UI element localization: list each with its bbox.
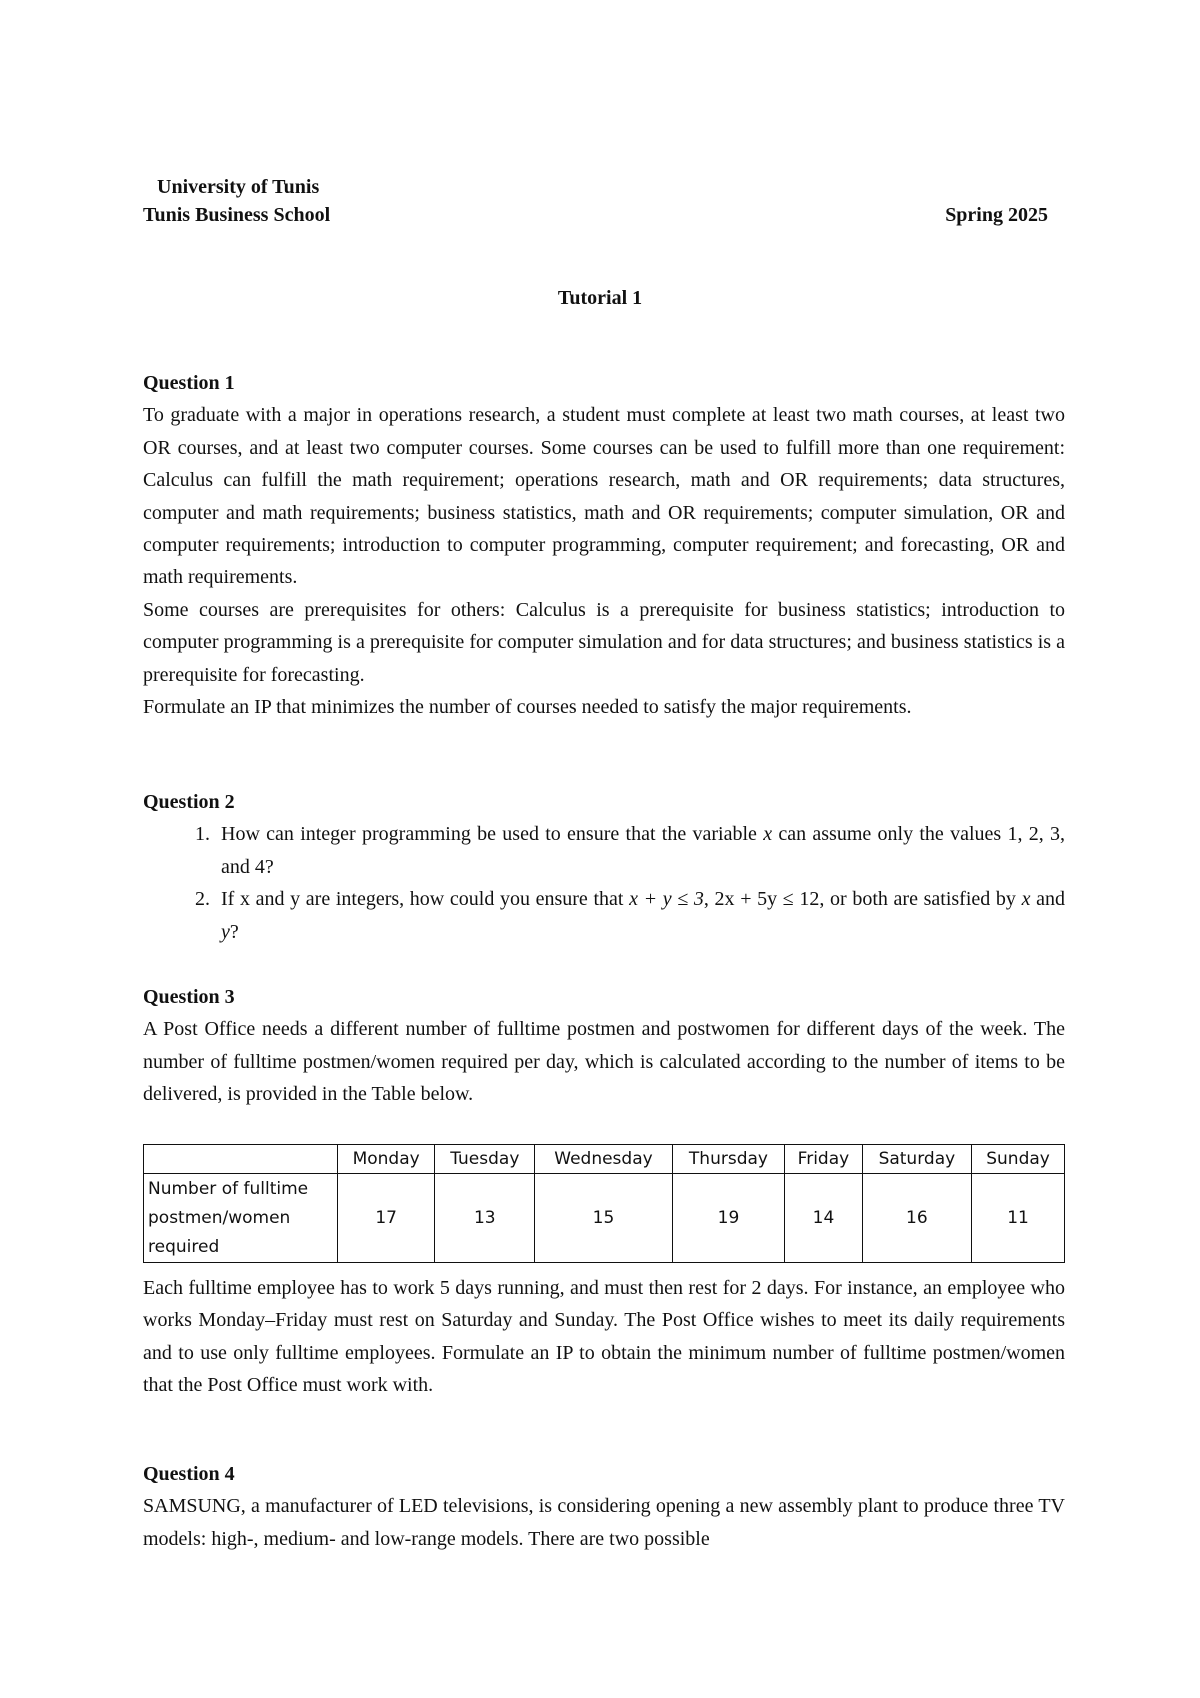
table-cell: 13 — [435, 1174, 535, 1263]
list-item: 1. How can integer programming be used to ensure that the variable x can assume only the values 1, 2, 3, and 4? — [215, 818, 1065, 883]
table-row-label: Number of fulltime postmen/women required — [144, 1174, 338, 1263]
question-2-title: Question 2 — [143, 791, 235, 813]
table-header-cell: Thursday — [672, 1145, 785, 1174]
table-cell: 14 — [785, 1174, 862, 1263]
question-3-paragraph: A Post Office needs a different number of fulltime postmen and postwomen for different days of the week. The number of fulltime postmen/women required per day, which is calculated according to the number of items to be delivered, is provided in the Table below. — [143, 1018, 1065, 1106]
table-corner-cell — [144, 1145, 338, 1174]
question-2 — [143, 786, 1065, 948]
table-header-row — [144, 1145, 1065, 1174]
table-cell: 19 — [672, 1174, 785, 1263]
question-1-title: Question 1 — [143, 372, 235, 394]
question-4 — [143, 1458, 1065, 1555]
staffing-table — [143, 1144, 1065, 1263]
document-title: Tutorial 1 — [557, 287, 643, 309]
table-header-cell: Saturday — [862, 1145, 971, 1174]
question-1-paragraph: Formulate an IP that minimizes the number of courses needed to satisfy the major requirements. — [143, 696, 912, 719]
table-header-cell: Friday — [785, 1145, 862, 1174]
table-cell: 17 — [338, 1174, 435, 1263]
table-cell: 16 — [862, 1174, 971, 1263]
table-cell: 15 — [535, 1174, 672, 1263]
table-header-cell: Monday — [338, 1145, 435, 1174]
question-3-title: Question 3 — [143, 986, 235, 1008]
school-name: Tunis Business School — [143, 204, 331, 226]
question-3-paragraph: Each fulltime employee has to work 5 days running, and must then rest for 2 days. For instance, an employee who works Monday–Friday must rest on Saturday and Sunday. The Post Office wishes to meet its daily requirements and to use only fulltime employees. Formulate an IP to obtain the minimum number of fulltime postmen/women that the Post Office must work with. — [143, 1277, 1065, 1397]
term: Spring 2025 — [945, 204, 1048, 226]
question-1 — [143, 367, 1065, 723]
question-3 — [143, 981, 1065, 1111]
university-name: University of Tunis — [157, 176, 320, 198]
table-header-cell: Wednesday — [535, 1145, 672, 1174]
question-1-paragraph: Some courses are prerequisites for others: Calculus is a prerequisite for business statistics; introduction to computer programming is a prerequisite for computer simulation and for data structures; and business statistics is a prerequisite for forecasting. — [143, 598, 1065, 686]
table-header-cell: Sunday — [972, 1145, 1065, 1174]
question-4-paragraph: SAMSUNG, a manufacturer of LED televisions, is considering opening a new assembly plant to produce three TV models: high-, medium- and low-range models. There are two possible — [143, 1495, 1065, 1550]
question-3-continued — [143, 1272, 1065, 1402]
question-1-paragraph: To graduate with a major in operations research, a student must complete at least two math courses, at least two OR courses, and at least two computer courses. Some courses can be used to fulfill more than one requirement: Calculus can fulfill the math requirement; operations research, math and OR requirements; data structures, computer and math requirements; business statistics, math and OR requirements; computer simulation, OR and computer requirements; introduction to computer programming, computer requirement; and forecasting, OR and math requirements. — [143, 404, 1065, 589]
question-4-title: Question 4 — [143, 1463, 235, 1485]
table-header-cell: Tuesday — [435, 1145, 535, 1174]
table-row — [144, 1174, 1065, 1263]
table-cell: 11 — [972, 1174, 1065, 1263]
list-item: 2. If x and y are integers, how could you ensure that x + y ≤ 3, 2x + 5y ≤ 12, or both are satisfied by x and y? — [215, 883, 1065, 948]
